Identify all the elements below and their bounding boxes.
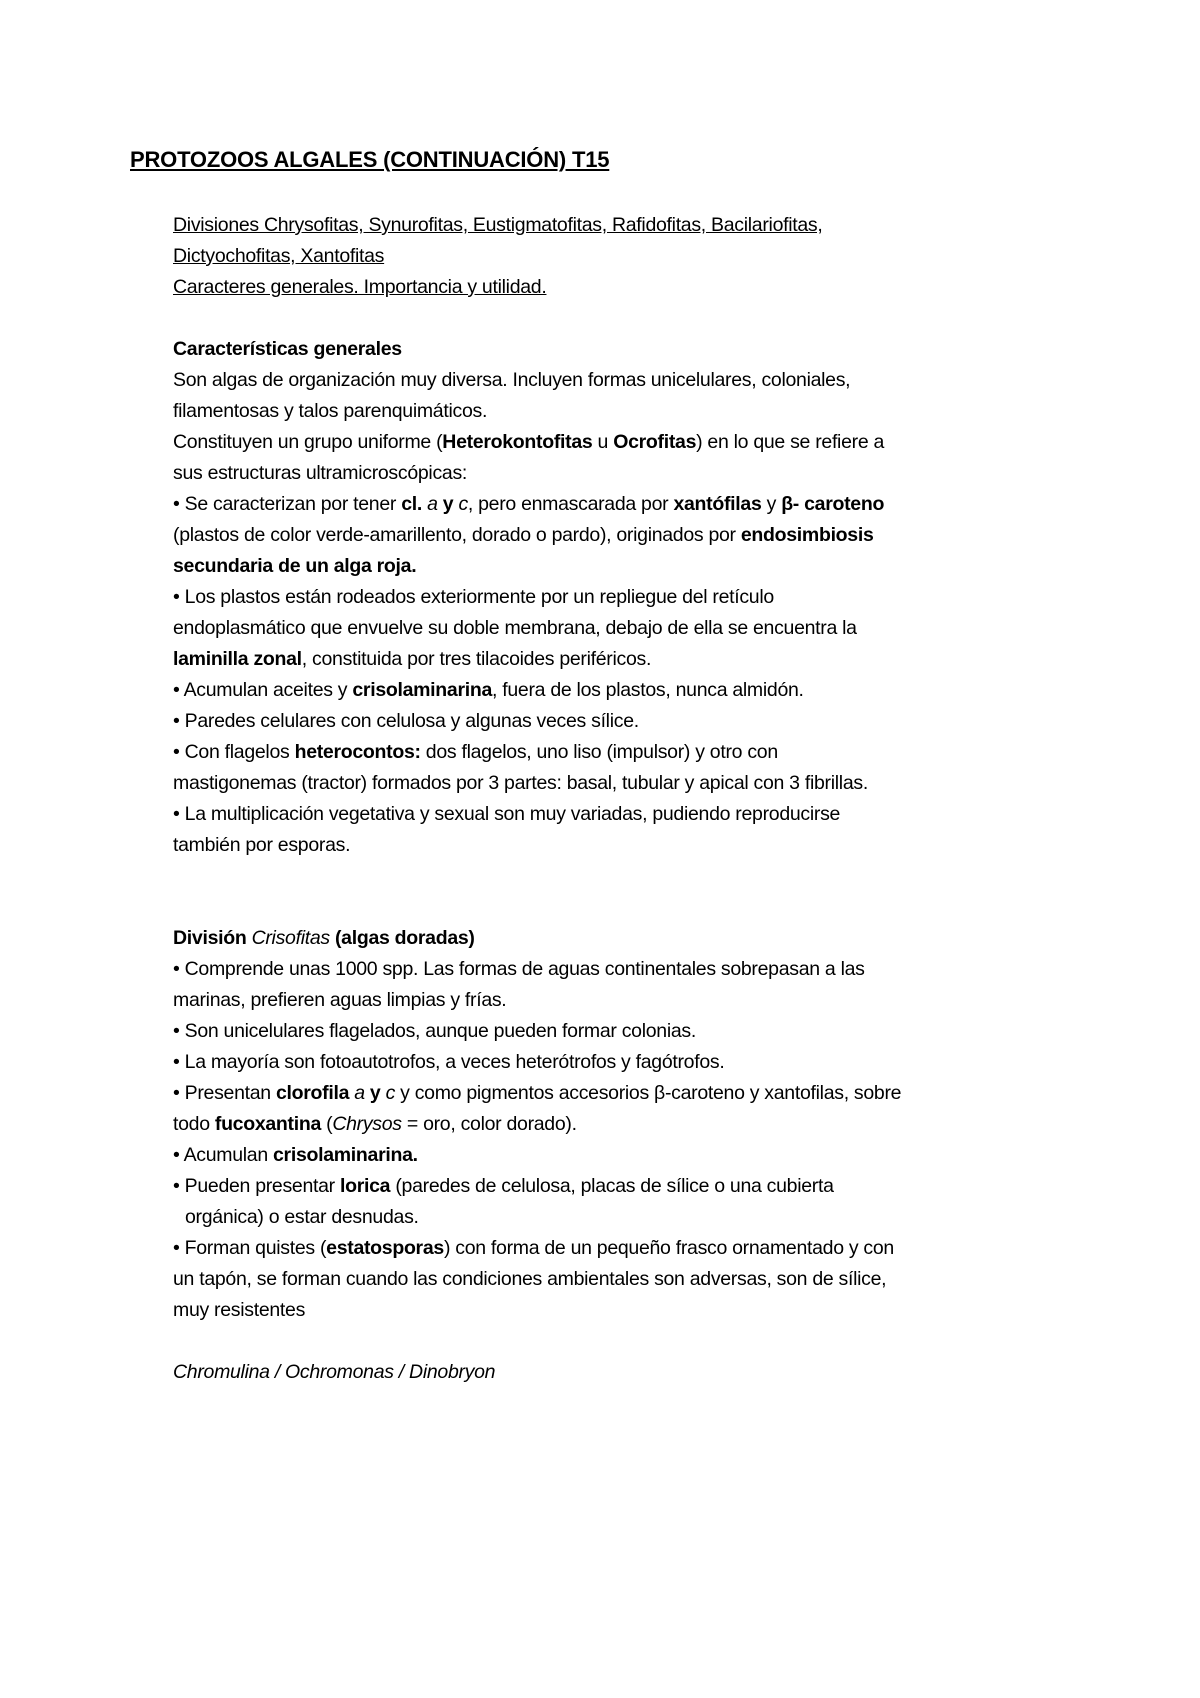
bullet-plastids: • Los plastos están rodeados exteriormente por un repliegue del retículo [173,586,774,608]
bullet-plastids-cont: endoplasmático que envuelve su doble membrana, debajo de ella se encuentra la [173,617,857,639]
genera-examples: Chromulina / Ochromonas / Dinobryon [173,1361,496,1383]
bullet-pigments-cont: todo fucoxantina (Chrysos = oro, color dorado). [173,1113,577,1135]
bullet-storage: • Acumulan crisolaminarina. [173,1144,418,1166]
spacer [173,1326,1053,1357]
bullet-chlorophyll: • Se caracterizan por tener cl. a y c, pero enmascarada por xantófilas y β- caroteno [173,493,885,515]
bullet-chlorophyll-cont: (plastos de color verde-amarillento, dorado o pardo), originados por endosimbiosis [173,524,874,546]
bullet-plastids-cont: laminilla zonal, constituida por tres tilacoides periféricos. [173,648,652,670]
bullet-flagella: • Con flagelos heterocontos: dos flagelos, uno liso (impulsor) y otro con [173,741,778,763]
bullet-cysts-cont: un tapón, se forman cuando las condiciones ambientales son adversas, son de sílice, [173,1268,887,1290]
divisions-line-3: Caracteres generales. Importancia y utilidad. [173,276,547,298]
page-title: PROTOZOOS ALGALES (CONTINUACIÓN) T15 [130,147,610,172]
general-paragraph-line: sus estructuras ultramicroscópicas: [173,462,468,484]
bullet-walls: • Paredes celulares con celulosa y algunas veces sílice. [173,710,639,732]
bullet-unicellular: • Son unicelulares flagelados, aunque pueden formar colonias. [173,1020,696,1042]
bullet-species: • Comprende unas 1000 spp. Las formas de aguas continentales sobrepasan a las [173,958,865,980]
bullet-cysts: • Forman quistes (estatosporas) con forma de un pequeño frasco ornamentado y con [173,1237,894,1259]
general-paragraph-line: Son algas de organización muy diversa. Incluyen formas unicelulares, coloniales, [173,369,851,391]
bullet-cysts-cont: muy resistentes [173,1299,306,1321]
bullet-flagella-cont: mastigonemas (tractor) formados por 3 partes: basal, tubular y apical con 3 fibrillas. [173,772,868,794]
spacer [173,303,1053,334]
bullet-nutrition: • La mayoría son fotoautotrofos, a veces heterótrofos y fagótrofos. [173,1051,725,1073]
divisions-line-1: Divisiones Chrysofitas, Synurofitas, Eustigmatofitas, Rafidofitas, Bacilariofitas, [173,214,823,236]
bullet-storage: • Acumulan aceites y crisolaminarina, fuera de los plastos, nunca almidón. [173,679,804,701]
spacer [173,861,1053,923]
general-paragraph-line: Constituyen un grupo uniforme (Heterokontofitas u Ocrofitas) en lo que se refiere a [173,431,885,453]
general-paragraph-line: filamentosas y talos parenquimáticos. [173,400,488,422]
divisions-line-2: Dictyochofitas, Xantofitas [173,245,385,267]
document-body [173,210,1053,1388]
bullet-reproduction: • La multiplicación vegetativa y sexual son muy variadas, pudiendo reproducirse [173,803,841,825]
bullet-lorica: • Pueden presentar lorica (paredes de celulosa, placas de sílice o una cubierta [173,1175,834,1197]
bullet-chlorophyll-cont: secundaria de un alga roja. [173,555,417,577]
bullet-pigments: • Presentan clorofila a y c y como pigmentos accesorios β-caroteno y xantofilas, sobre [173,1082,902,1104]
bullet-reproduction-cont: también por esporas. [173,834,351,856]
bullet-species-cont: marinas, prefieren aguas limpias y frías. [173,989,507,1011]
general-heading: Características generales [173,338,402,360]
crisofitas-heading: División Crisofitas (algas doradas) [173,927,475,949]
bullet-lorica-cont: orgánica) o estar desnudas. [185,1206,419,1228]
